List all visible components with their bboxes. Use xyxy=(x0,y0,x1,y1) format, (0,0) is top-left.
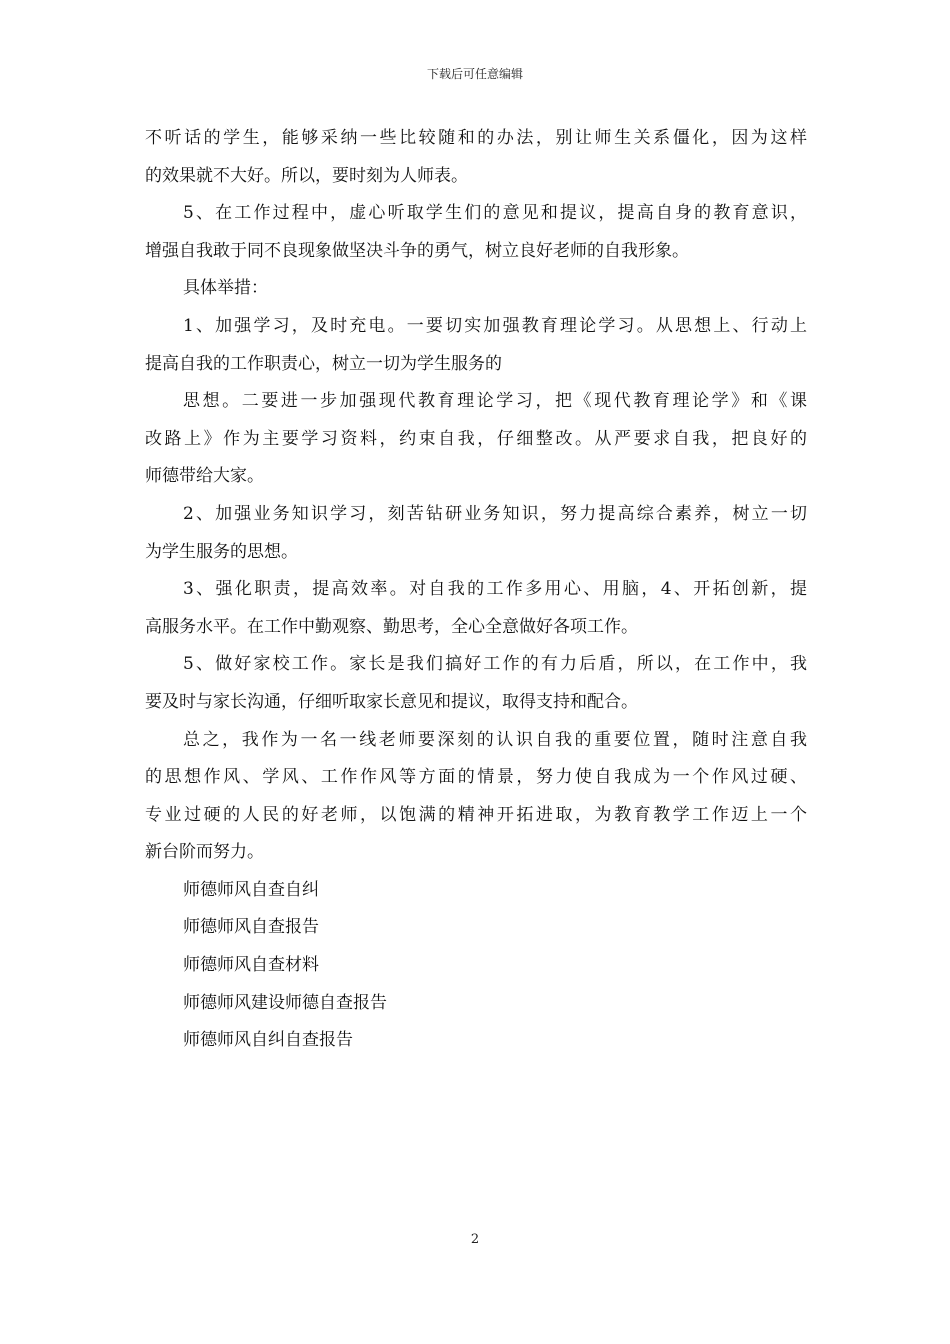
text-line: 具体举措： xyxy=(183,278,268,299)
text-line: 的效果就不大好。所以，要时刻为人师表。 xyxy=(145,165,468,186)
related-title: 师德师风建设师德自查报告 xyxy=(183,992,387,1013)
text-line: 改路上》作为主要学习资料，约束自我，仔细整改。从严要求自我，把良好的 xyxy=(145,428,807,449)
text-line: 高服务水平。在工作中勤观察、勤思考，全心全意做好各项工作。 xyxy=(145,616,638,637)
text-line: 新台阶而努力。 xyxy=(145,842,264,863)
text-line: 5、做好家校工作。家长是我们搞好工作的有力后盾，所以，在工作中，我 xyxy=(183,654,807,675)
text-line: 不听话的学生，能够采纳一些比较随和的办法，别让师生关系僵化，因为这样 xyxy=(145,128,807,148)
text-line: 提高自我的工作职责心，树立一切为学生服务的 xyxy=(145,353,502,374)
document-body xyxy=(145,120,807,1060)
text-line: 5、在工作过程中，虚心听取学生们的意见和提议，提高自身的教育意识， xyxy=(183,203,807,224)
text-line: 思想。二要进一步加强现代教育理论学习，把《现代教育理论学》和《课 xyxy=(183,391,807,412)
text-line: 要及时与家长沟通，仔细听取家长意见和提议，取得支持和配合。 xyxy=(145,691,638,712)
text-line: 3、强化职责，提高效率。对自我的工作多用心、用脑，4、开拓创新，提 xyxy=(183,579,807,600)
text-line: 1、加强学习，及时充电。一要切实加强教育理论学习。从思想上、行动上 xyxy=(183,315,807,336)
text-line: 增强自我敢于同不良现象做坚决斗争的勇气，树立良好老师的自我形象。 xyxy=(145,240,689,261)
related-title: 师德师风自查报告 xyxy=(183,917,319,938)
related-title: 师德师风自查材料 xyxy=(183,955,319,976)
related-title: 师德师风自查自纠 xyxy=(183,879,319,900)
page-header: 下载后可任意编辑 xyxy=(426,67,523,81)
text-line: 的思想作风、学风、工作作风等方面的情景，努力使自我成为一个作风过硬、 xyxy=(145,767,807,788)
text-line: 专业过硬的人民的好老师，以饱满的精神开拓进取，为教育教学工作迈上一个 xyxy=(145,804,807,825)
text-line: 总之，我作为一名一线老师要深刻的认识自我的重要位置，随时注意自我 xyxy=(183,729,807,750)
page-number: 2 xyxy=(470,1232,480,1247)
text-line: 为学生服务的思想。 xyxy=(145,541,298,562)
text-line: 2、加强业务知识学习，刻苦钻研业务知识，努力提高综合素养，树立一切 xyxy=(183,503,807,524)
text-line: 师德带给大家。 xyxy=(145,466,264,487)
related-title: 师德师风自纠自查报告 xyxy=(183,1030,353,1051)
